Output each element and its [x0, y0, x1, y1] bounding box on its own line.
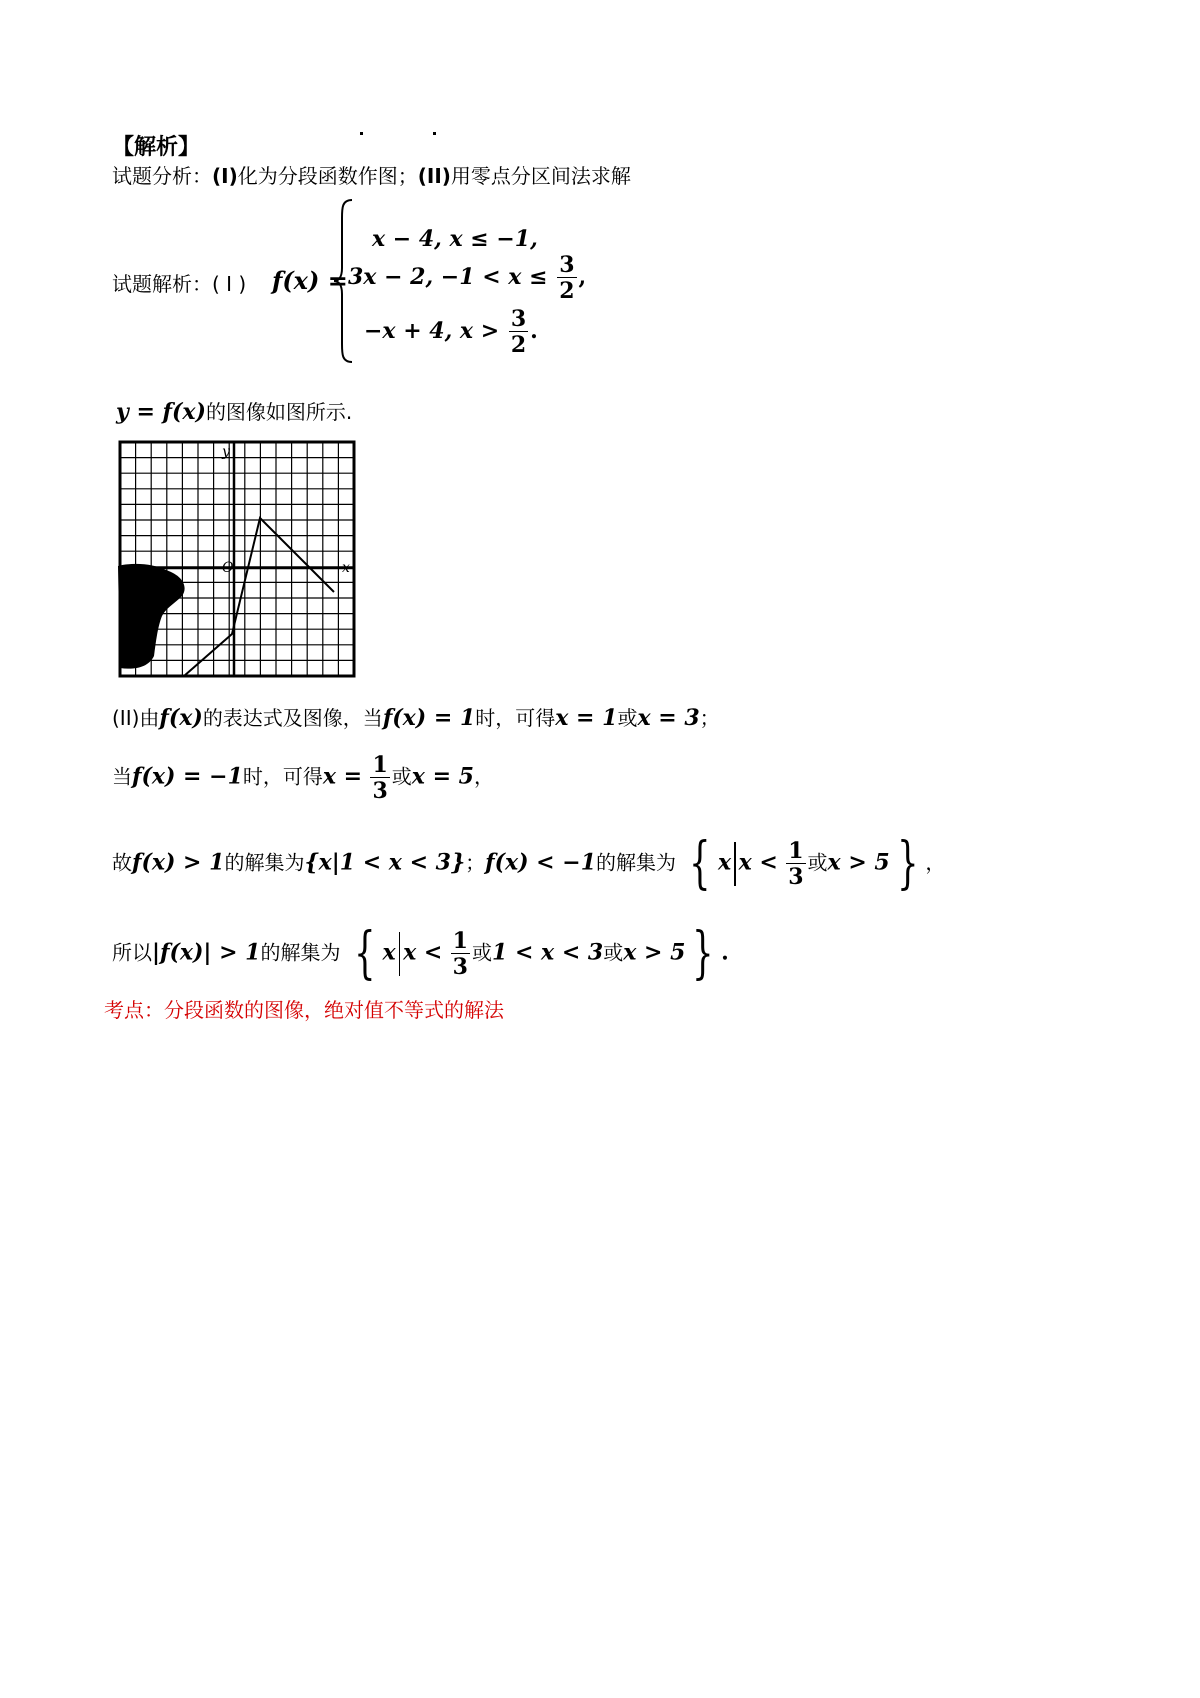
line4-frac-den: 3	[452, 954, 468, 980]
line2-m1: f(x) = −1	[132, 763, 243, 790]
top-remnant-marks	[360, 120, 506, 139]
function-curve	[184, 518, 334, 676]
line3-pre: 故	[112, 850, 132, 875]
line1-t3: 或	[617, 706, 638, 730]
line4-fraction	[451, 930, 470, 978]
line3-set-close-brace: }	[896, 831, 919, 896]
line1-t4: ；	[699, 706, 720, 730]
line3-set-open-brace: {	[689, 831, 711, 896]
function-graph	[114, 436, 360, 680]
solution-prefix	[112, 268, 246, 297]
line4-set-bar	[399, 932, 401, 976]
line4-t2: .	[721, 939, 729, 966]
solution-part-tag: ( I )	[212, 272, 247, 296]
line4-set-cond3: x > 5	[623, 939, 686, 966]
line3-set-bar	[734, 842, 736, 886]
case-3-tail: .	[530, 318, 538, 344]
line4-frac-num: 1	[452, 928, 468, 954]
line3-frac-den: 3	[788, 864, 804, 890]
part2-line-3	[112, 831, 946, 896]
line4-set-open-brace: {	[353, 921, 376, 986]
line1-t1: 的表达式及图像，当	[202, 706, 383, 730]
line1-m3: x = 1	[555, 705, 618, 731]
case-3-frac-den: 2	[510, 332, 527, 358]
line4-set-or1: 或	[471, 940, 492, 965]
line4-pre: 所以	[112, 940, 152, 965]
y-axis-label: y	[222, 444, 230, 460]
line2-t2: 或	[391, 764, 412, 789]
ink-blot	[118, 564, 185, 669]
line2-frac-den: 3	[372, 778, 388, 804]
line3-set-cond1: x <	[738, 849, 778, 876]
kaodian-line	[104, 994, 504, 1023]
case-3-frac-num: 3	[510, 306, 527, 332]
line2-frac-num: 1	[372, 752, 388, 778]
line3-m3: f(x) < −1	[485, 849, 597, 876]
part2-line-4	[112, 921, 729, 986]
part2-tag: (II)	[112, 706, 140, 730]
line2-fraction	[370, 754, 389, 802]
line2-m2: x =	[322, 763, 363, 790]
analysis-line	[112, 160, 631, 189]
line3-set-x: x	[718, 849, 732, 876]
line3-fraction	[786, 840, 805, 888]
piecewise-case-2	[348, 254, 586, 302]
analysis-part2-tag: (II)	[417, 164, 451, 188]
analysis-part1-tag: (I)	[212, 164, 238, 188]
line4-set-cond2: 1 < x < 3	[491, 939, 604, 966]
line3-t3: 的解集为	[596, 850, 677, 875]
line2-t3: ，	[473, 764, 494, 789]
origin-label: O	[222, 560, 234, 576]
piecewise-case-3	[364, 308, 538, 356]
line4-set-cond1: x <	[403, 939, 443, 966]
piecewise-lhs: f(x) =	[272, 266, 348, 295]
line2-m3: x = 5	[411, 763, 474, 790]
case-2-frac-den: 2	[559, 278, 575, 304]
line2-t1: 时，可得	[242, 764, 323, 789]
analysis-prefix: 试题分析：	[112, 164, 212, 188]
solution-prefix-text: 试题解析：	[112, 272, 212, 296]
line4-set-x: x	[382, 939, 396, 966]
case-1-expr: x − 4, x ≤ −1,	[372, 226, 538, 252]
piecewise-case-1	[372, 226, 538, 252]
line1-m4: x = 3	[637, 705, 700, 731]
line3-m1: f(x) > 1	[132, 849, 225, 876]
line3-frac-num: 1	[788, 838, 804, 864]
line3-m2: {x|1 < x < 3}	[304, 849, 466, 876]
x-axis-label: x	[342, 560, 350, 576]
kaodian-label: 考点：	[104, 998, 164, 1022]
line1-m2: f(x) = 1	[382, 705, 476, 731]
line2-pre: 当	[112, 764, 132, 789]
part2-line-1	[112, 702, 720, 731]
case-2-fraction	[557, 254, 576, 302]
line3-set-or: 或	[807, 850, 828, 875]
line3-t1: 的解集为	[224, 850, 305, 875]
case-2-tail: ,	[578, 264, 587, 290]
graph-caption	[116, 396, 352, 425]
line1-pre: 由	[139, 706, 160, 730]
line3-t4: ，	[925, 850, 946, 875]
line4-t1: 的解集为	[260, 940, 341, 965]
line4-set-or2: 或	[603, 940, 624, 965]
line1-m1: f(x)	[159, 705, 203, 731]
line4-m1: |f(x)| > 1	[152, 939, 261, 966]
case-2-expr: 3x − 2, −1 < x ≤	[348, 264, 548, 290]
analysis-part2-text: 用零点分区间法求解	[450, 164, 631, 188]
line3-set-cond2: x > 5	[827, 849, 890, 876]
kaodian-text: 分段函数的图像，绝对值不等式的解法	[164, 998, 504, 1022]
graph-caption-text: 的图像如图所示.	[205, 400, 353, 424]
case-3-expr: −x + 4, x >	[364, 318, 500, 344]
part2-line-2	[112, 754, 494, 802]
case-3-fraction	[509, 308, 528, 356]
line3-t2: ；	[465, 850, 486, 875]
section-heading: 【解析】	[112, 135, 201, 160]
graph-caption-math: y = f(x)	[116, 399, 206, 425]
case-2-frac-num: 3	[559, 252, 575, 278]
line4-set-close-brace: }	[692, 921, 714, 986]
analysis-part1-text: 化为分段函数作图；	[237, 164, 418, 188]
line1-t2: 时，可得	[475, 706, 556, 730]
